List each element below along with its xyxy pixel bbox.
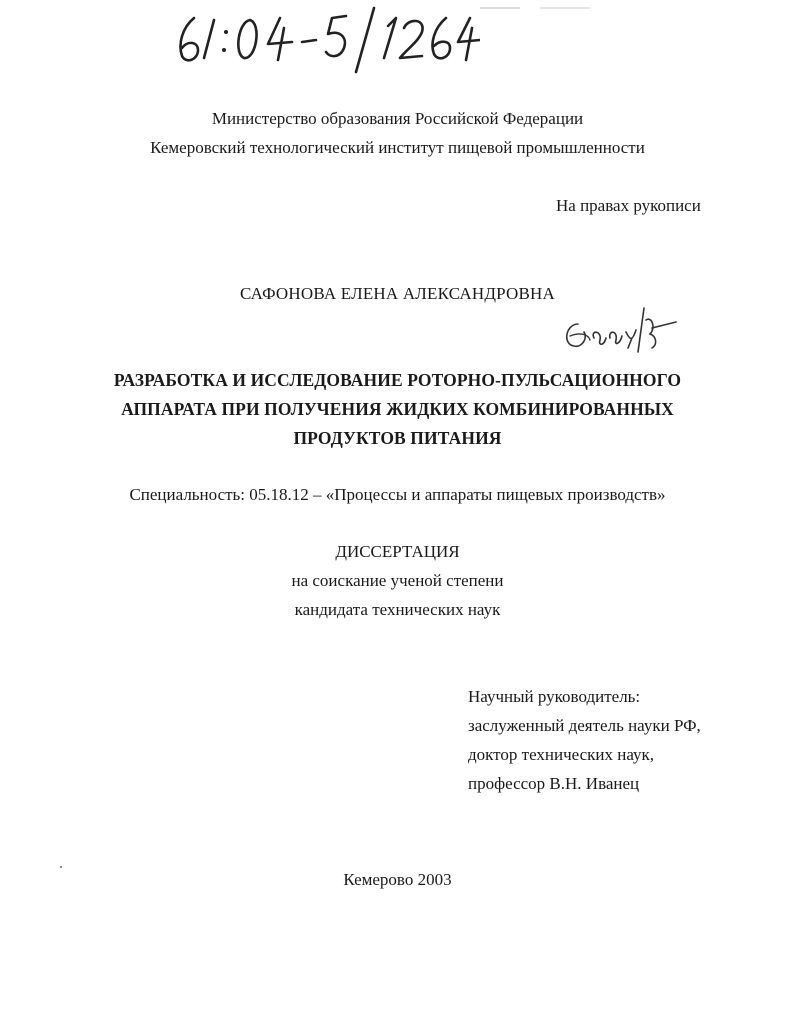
degree-line-2: кандидата технических наук [294, 600, 501, 619]
ministry-name: Министерство образования Российской Федерации [211, 109, 584, 128]
supervisor-title-2: доктор технических наук, [468, 745, 655, 764]
thesis-title-line-1: РАЗРАБОТКА И ИССЛЕДОВАНИЕ РОТОРНО-ПУЛЬСАЦИОННОГО [113, 370, 682, 390]
supervisor-title-1: заслуженный деятель науки РФ, [468, 716, 701, 735]
institute-name: Кемеровский технологический институт пищевой промышленности [150, 138, 645, 157]
dissertation-heading: ДИССЕРТАЦИЯ [335, 542, 460, 561]
scan-speck [60, 866, 62, 868]
specialty: Специальность: 05.18.12 – «Процессы и аппараты пищевых производств» [129, 485, 666, 504]
scan-artifact [480, 6, 600, 10]
thesis-title-line-3: ПРОДУКТОВ ПИТАНИЯ [293, 428, 502, 448]
thesis-title-line-2: АППАРАТА ПРИ ПОЛУЧЕНИЯ ЖИДКИХ КОМБИНИРОВАННЫХ [121, 399, 674, 419]
archive-code-handwritten [170, 6, 480, 76]
degree-line-1: на соискание ученой степени [291, 571, 504, 590]
supervisor-label: Научный руководитель: [468, 687, 641, 706]
city-year: Кемерово 2003 [343, 870, 452, 889]
supervisor-name: профессор В.Н. Иванец [468, 774, 640, 793]
author-name: САФОНОВА ЕЛЕНА АЛЕКСАНДРОВНА [239, 284, 556, 303]
author-signature [560, 302, 680, 360]
manuscript-note: На правах рукописи [556, 196, 701, 215]
